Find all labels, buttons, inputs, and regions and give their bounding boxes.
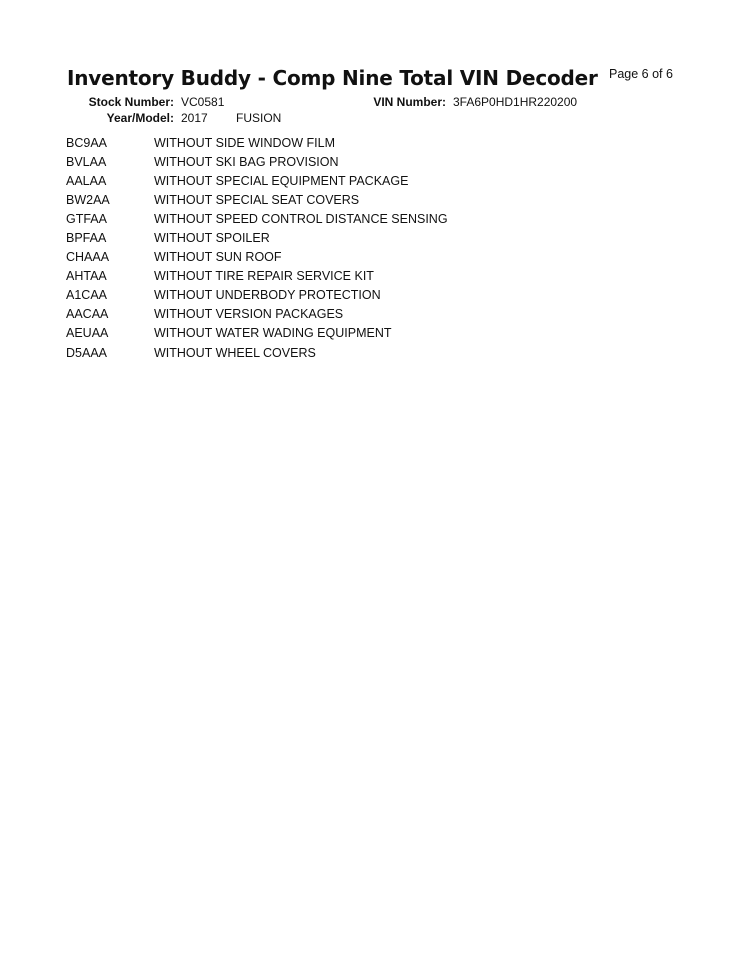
page-indicator: Page 6 of 6	[609, 67, 673, 81]
stock-number-value: VC0581	[181, 95, 225, 109]
option-description: WITHOUT SPECIAL EQUIPMENT PACKAGE	[154, 173, 409, 188]
model-value: FUSION	[236, 111, 282, 125]
code-row	[66, 209, 626, 228]
option-code: BVLAA	[66, 154, 107, 169]
option-code: BW2AA	[66, 192, 110, 207]
option-description: WITHOUT SKI BAG PROVISION	[154, 154, 339, 169]
code-row	[66, 133, 626, 152]
option-description: WITHOUT SIDE WINDOW FILM	[154, 135, 336, 150]
option-code: AEUAA	[66, 326, 109, 341]
option-code: AACAA	[66, 307, 109, 322]
option-description: WITHOUT SPECIAL SEAT COVERS	[154, 192, 360, 207]
page-title: Inventory Buddy - Comp Nine Total VIN Decoder	[67, 66, 598, 90]
vin-number-label: VIN Number:	[373, 95, 446, 109]
code-row	[66, 286, 626, 305]
option-code: AHTAA	[66, 269, 107, 284]
code-row	[66, 267, 626, 286]
option-code: CHAAA	[66, 250, 110, 265]
code-row	[66, 228, 626, 247]
code-row	[66, 324, 626, 343]
option-description: WITHOUT WATER WADING EQUIPMENT	[154, 326, 392, 341]
option-code: A1CAA	[66, 288, 107, 303]
code-row	[66, 343, 626, 362]
code-row	[66, 171, 626, 190]
option-description: WITHOUT WHEEL COVERS	[154, 345, 316, 360]
stock-number-label: Stock Number:	[88, 95, 174, 109]
option-code: BC9AA	[66, 135, 107, 150]
vin-number-value: 3FA6P0HD1HR220200	[453, 95, 578, 109]
option-code-list	[66, 133, 626, 362]
option-description: WITHOUT SUN ROOF	[154, 250, 282, 265]
year-value: 2017	[181, 111, 208, 125]
option-description: WITHOUT UNDERBODY PROTECTION	[154, 288, 381, 303]
option-description: WITHOUT SPEED CONTROL DISTANCE SENSING	[154, 211, 448, 226]
option-code: GTFAA	[66, 211, 107, 226]
code-row	[66, 152, 626, 171]
option-code: D5AAA	[66, 345, 107, 360]
option-code: BPFAA	[66, 231, 107, 246]
year-model-label: Year/Model:	[106, 111, 174, 125]
option-description: WITHOUT TIRE REPAIR SERVICE KIT	[154, 269, 374, 284]
option-description: WITHOUT SPOILER	[154, 231, 270, 246]
option-code: AALAA	[66, 173, 107, 188]
code-row	[66, 305, 626, 324]
code-row	[66, 248, 626, 267]
code-row	[66, 190, 626, 209]
option-description: WITHOUT VERSION PACKAGES	[154, 307, 344, 322]
